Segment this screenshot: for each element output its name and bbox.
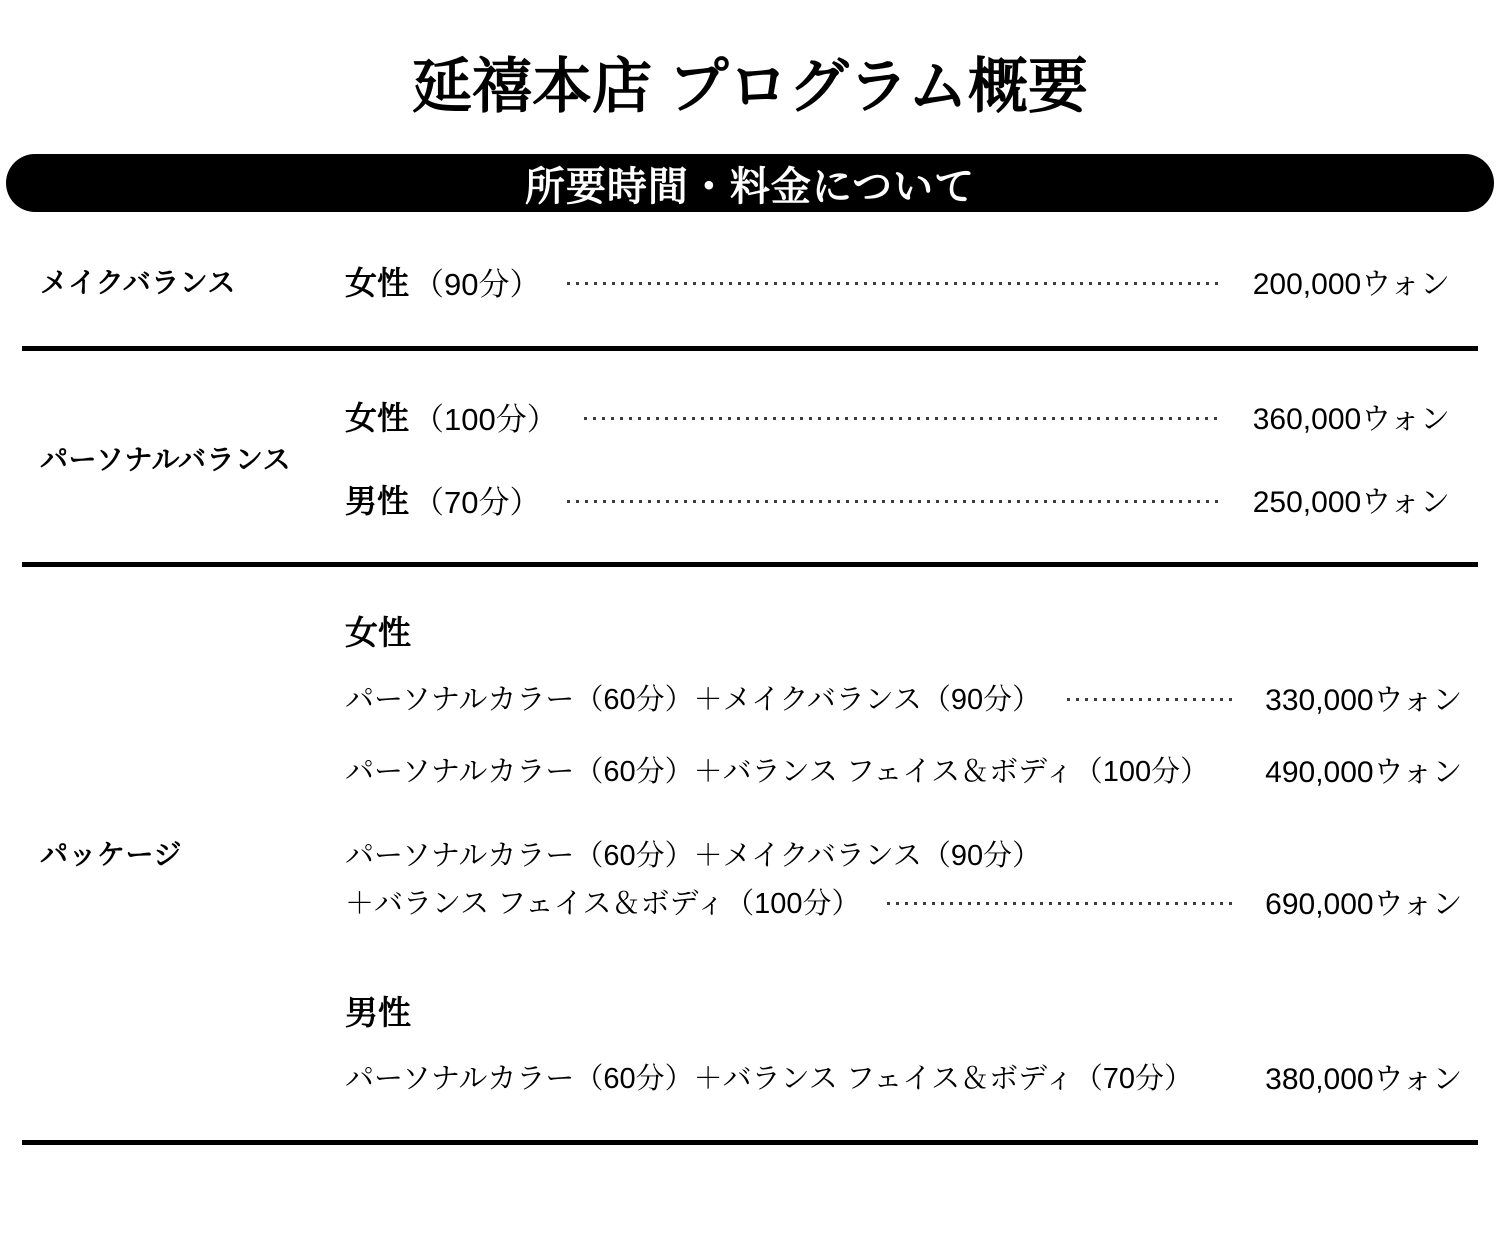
package-row bbox=[345, 747, 1462, 791]
group-heading-men: 男性 bbox=[345, 993, 411, 1031]
price-row bbox=[345, 394, 1450, 438]
dotted-leader bbox=[567, 500, 1223, 503]
row-price: 250,000ウォン bbox=[1252, 486, 1450, 519]
section-body bbox=[345, 607, 1462, 1098]
dotted-leader bbox=[887, 902, 1236, 905]
section-label: パッケージ bbox=[40, 838, 182, 870]
price-row bbox=[345, 259, 1450, 303]
section-personal-balance bbox=[22, 351, 1478, 567]
dotted-leader bbox=[584, 417, 1223, 420]
section-make-balance bbox=[22, 212, 1478, 351]
dotted-leader bbox=[1067, 698, 1235, 701]
row-price: 490,000ウォン bbox=[1265, 756, 1463, 789]
package-desc-line1: パーソナルカラー（60分）＋メイクバランス（90分） bbox=[345, 839, 1042, 872]
row-gender: 男性 bbox=[345, 483, 410, 519]
row-price: 200,000ウォン bbox=[1252, 268, 1450, 301]
section-label: メイクバランス bbox=[40, 267, 236, 298]
price-row bbox=[345, 477, 1450, 521]
package-row bbox=[345, 675, 1462, 719]
section-body bbox=[345, 394, 1450, 521]
package-desc: パーソナルカラー（60分）＋バランス フェイス＆ボディ（100分） bbox=[345, 755, 1210, 788]
row-price: 380,000ウォン bbox=[1265, 1063, 1463, 1096]
page-title: 延禧本店 プログラム概要 bbox=[411, 53, 1089, 120]
section-package bbox=[22, 567, 1478, 1145]
row-gender: 女性 bbox=[345, 265, 410, 301]
row-duration: （90分） bbox=[413, 266, 541, 302]
package-desc-line1-row bbox=[345, 829, 1462, 877]
price-table bbox=[22, 212, 1478, 1145]
dotted-leader bbox=[567, 282, 1223, 285]
package-desc: パーソナルカラー（60分）＋バランス フェイス＆ボディ（70分） bbox=[345, 1062, 1194, 1095]
row-price: 330,000ウォン bbox=[1265, 684, 1463, 717]
row-gender: 女性 bbox=[345, 400, 410, 436]
section-header-banner bbox=[6, 154, 1494, 212]
section-body bbox=[345, 259, 1450, 303]
package-row-multiline bbox=[345, 829, 1462, 925]
package-desc-line2: ＋バランス フェイス＆ボディ（100分） bbox=[345, 887, 861, 920]
section-label: パーソナルバランス bbox=[40, 443, 292, 475]
row-duration: （70分） bbox=[413, 484, 541, 520]
row-price: 690,000ウォン bbox=[1265, 888, 1463, 921]
banner-label: 所要時間・料金について bbox=[524, 164, 976, 209]
row-duration: （100分） bbox=[413, 401, 558, 437]
package-desc-line2-row bbox=[345, 877, 1462, 925]
row-price: 360,000ウォン bbox=[1252, 403, 1450, 436]
package-row bbox=[345, 1054, 1462, 1098]
package-desc: パーソナルカラー（60分）＋メイクバランス（90分） bbox=[345, 683, 1042, 716]
group-heading-women: 女性 bbox=[345, 613, 411, 651]
